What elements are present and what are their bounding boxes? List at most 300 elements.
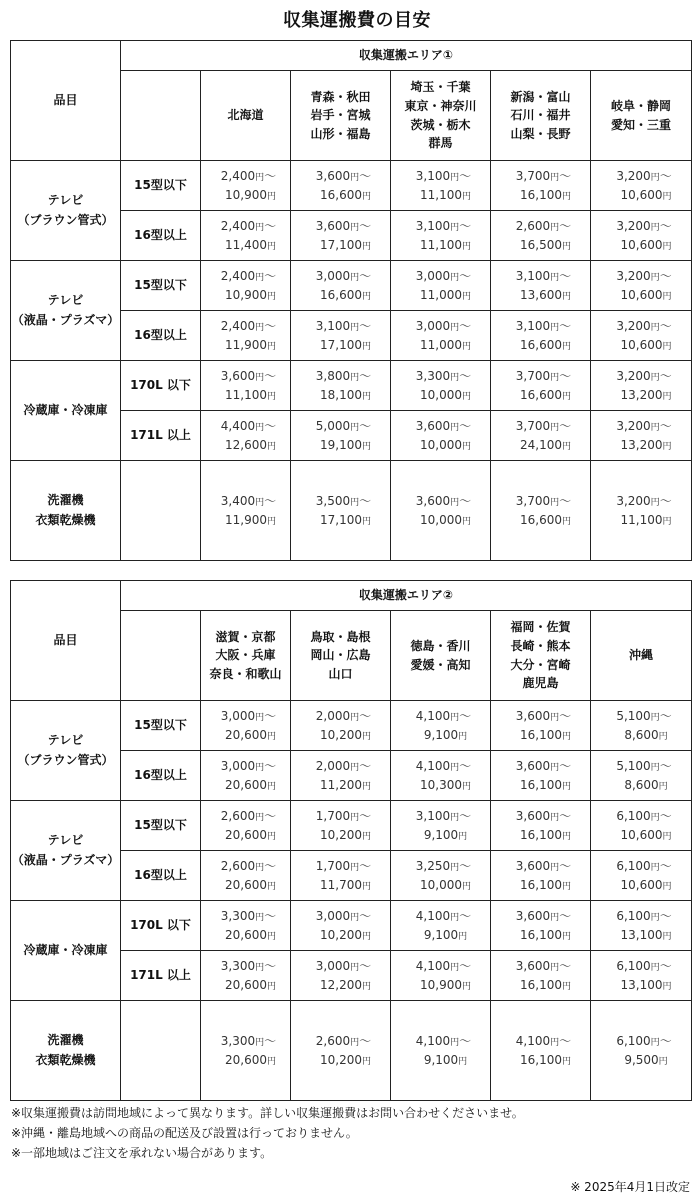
price-max: 10,900円 [419, 977, 471, 992]
price-max: 11,100円 [224, 387, 276, 402]
price-max: 10,000円 [419, 437, 471, 452]
price-cell [391, 361, 491, 411]
yen-unit: 円 [461, 516, 471, 527]
price-max: 20,600円 [224, 877, 276, 892]
yen-unit: 円 [662, 981, 672, 992]
yen-unit: 円 [450, 912, 460, 923]
price-min: 3,600円〜 [515, 908, 572, 923]
yen-unit: 円 [450, 1037, 460, 1048]
price-cell [491, 951, 591, 1001]
header-row [11, 581, 692, 611]
yen-unit: 円 [461, 291, 471, 302]
yen-unit: 円 [255, 272, 265, 283]
price-cell [591, 851, 692, 901]
price-max: 20,600円 [224, 727, 276, 742]
category-cell: 冷蔵庫・冷凍庫 [11, 901, 121, 1001]
price-cell [591, 701, 692, 751]
price-max: 10,000円 [419, 877, 471, 892]
yen-unit: 円 [450, 497, 460, 508]
price-min: 2,600円〜 [515, 218, 572, 233]
yen-unit: 円 [650, 712, 660, 723]
yen-unit: 円 [361, 981, 371, 992]
price-min: 5,100円〜 [616, 758, 672, 773]
price-max: 16,600円 [319, 187, 371, 202]
price-cell [391, 411, 491, 461]
price-cell [391, 1001, 491, 1101]
table-row [11, 261, 692, 311]
price-cell [291, 411, 391, 461]
yen-unit: 円 [662, 516, 672, 527]
price-cell [491, 161, 591, 211]
yen-unit: 円 [266, 931, 276, 942]
price-cell [391, 461, 491, 561]
price-min: 3,250円〜 [415, 858, 472, 873]
price-max: 16,600円 [519, 387, 571, 402]
yen-unit: 円 [361, 391, 371, 402]
price-max: 10,600円 [620, 187, 672, 202]
price-min: 4,100円〜 [415, 958, 472, 973]
yen-unit: 円 [350, 372, 360, 383]
price-min: 3,400円〜 [220, 493, 277, 508]
yen-unit: 円 [458, 931, 468, 942]
price-min: 3,300円〜 [415, 368, 472, 383]
yen-unit: 円 [361, 831, 371, 842]
price-max: 16,100円 [519, 927, 571, 942]
price-min: 3,600円〜 [415, 418, 472, 433]
price-max: 9,100円 [423, 827, 468, 842]
yen-unit: 円 [662, 441, 672, 452]
fee-table-area-1 [10, 40, 692, 561]
yen-unit: 円 [350, 762, 360, 773]
price-min: 3,300円〜 [220, 908, 277, 923]
yen-unit: 円 [266, 391, 276, 402]
price-max: 16,100円 [519, 727, 571, 742]
price-min: 3,100円〜 [415, 218, 472, 233]
size-cell: 171L 以上 [121, 951, 201, 1001]
price-cell [391, 311, 491, 361]
price-max: 13,100円 [620, 977, 672, 992]
yen-unit: 円 [550, 422, 560, 433]
price-cell [201, 311, 291, 361]
price-cell [591, 261, 692, 311]
price-min: 3,600円〜 [315, 168, 372, 183]
yen-unit: 円 [650, 812, 660, 823]
yen-unit: 円 [662, 291, 672, 302]
yen-unit: 円 [266, 781, 276, 792]
price-cell [291, 951, 391, 1001]
yen-unit: 円 [550, 712, 560, 723]
yen-unit: 円 [461, 881, 471, 892]
price-max: 10,600円 [620, 287, 672, 302]
yen-unit: 円 [361, 341, 371, 352]
price-cell [591, 801, 692, 851]
yen-unit: 円 [550, 812, 560, 823]
price-max: 17,100円 [319, 237, 371, 252]
price-cell [201, 951, 291, 1001]
price-min: 3,600円〜 [515, 708, 572, 723]
price-min: 2,600円〜 [315, 1033, 372, 1048]
price-min: 2,400円〜 [220, 168, 277, 183]
yen-unit: 円 [255, 497, 265, 508]
price-cell [491, 461, 591, 561]
yen-unit: 円 [650, 422, 660, 433]
yen-unit: 円 [350, 812, 360, 823]
category-cell: テレビ （ブラウン管式） [11, 161, 121, 261]
price-cell [591, 311, 692, 361]
yen-unit: 円 [662, 831, 672, 842]
yen-unit: 円 [561, 191, 571, 202]
price-min: 3,300円〜 [220, 958, 277, 973]
price-max: 10,600円 [620, 237, 672, 252]
price-cell [591, 751, 692, 801]
price-max: 20,600円 [224, 827, 276, 842]
yen-unit: 円 [650, 497, 660, 508]
yen-unit: 円 [561, 881, 571, 892]
price-max: 20,600円 [224, 977, 276, 992]
price-max: 8,600円 [624, 777, 668, 792]
region-header: 福岡・佐賀 長崎・熊本 大分・宮崎 鹿児島 [491, 611, 591, 701]
price-cell [391, 851, 491, 901]
price-min: 2,000円〜 [315, 708, 372, 723]
yen-unit: 円 [255, 912, 265, 923]
yen-unit: 円 [561, 931, 571, 942]
yen-unit: 円 [266, 341, 276, 352]
yen-unit: 円 [650, 222, 660, 233]
price-max: 10,200円 [319, 827, 371, 842]
price-max: 10,200円 [319, 927, 371, 942]
size-cell: 15型以下 [121, 701, 201, 751]
price-max: 11,200円 [319, 777, 371, 792]
yen-unit: 円 [561, 981, 571, 992]
price-min: 3,700円〜 [515, 368, 572, 383]
price-max: 16,600円 [519, 337, 571, 352]
yen-unit: 円 [255, 172, 265, 183]
price-cell [291, 161, 391, 211]
price-min: 4,100円〜 [415, 758, 472, 773]
yen-unit: 円 [550, 762, 560, 773]
yen-unit: 円 [361, 931, 371, 942]
yen-unit: 円 [255, 422, 265, 433]
price-min: 6,100円〜 [616, 908, 672, 923]
price-min: 1,700円〜 [315, 808, 372, 823]
yen-unit: 円 [550, 172, 560, 183]
yen-unit: 円 [658, 1056, 668, 1067]
yen-unit: 円 [361, 516, 371, 527]
price-cell [591, 1001, 692, 1101]
price-min: 3,700円〜 [515, 493, 572, 508]
price-min: 3,600円〜 [515, 858, 572, 873]
price-cell [291, 461, 391, 561]
size-header-blank [121, 611, 201, 701]
yen-unit: 円 [266, 516, 276, 527]
size-cell: 15型以下 [121, 161, 201, 211]
yen-unit: 円 [350, 962, 360, 973]
yen-unit: 円 [350, 322, 360, 333]
region-header: 埼玉・千葉 東京・神奈川 茨城・栃木 群馬 [391, 71, 491, 161]
yen-unit: 円 [450, 812, 460, 823]
price-max: 9,100円 [423, 1052, 468, 1067]
size-header-blank [121, 71, 201, 161]
price-max: 11,100円 [419, 187, 471, 202]
yen-unit: 円 [350, 497, 360, 508]
price-cell [291, 901, 391, 951]
yen-unit: 円 [266, 241, 276, 252]
region-header: 新潟・富山 石川・福井 山梨・長野 [491, 71, 591, 161]
price-cell [491, 701, 591, 751]
price-min: 3,500円〜 [315, 493, 372, 508]
yen-unit: 円 [266, 191, 276, 202]
price-max: 9,500円 [624, 1052, 668, 1067]
price-max: 8,600円 [624, 727, 668, 742]
price-cell [201, 361, 291, 411]
price-min: 3,000円〜 [315, 958, 372, 973]
price-max: 11,900円 [224, 512, 276, 527]
size-cell: 16型以上 [121, 311, 201, 361]
price-min: 3,600円〜 [415, 493, 472, 508]
price-min: 4,100円〜 [415, 1033, 472, 1048]
price-max: 10,900円 [224, 187, 276, 202]
price-cell [591, 411, 692, 461]
price-cell [591, 461, 692, 561]
price-min: 3,000円〜 [315, 908, 372, 923]
region-header: 青森・秋田 岩手・宮城 山形・福島 [291, 71, 391, 161]
size-cell: 16型以上 [121, 751, 201, 801]
table-row [11, 361, 692, 411]
price-min: 3,200円〜 [616, 168, 672, 183]
price-max: 11,000円 [419, 287, 471, 302]
page-title: 収集運搬費の目安 [283, 10, 431, 31]
price-min: 2,600円〜 [220, 858, 277, 873]
size-cell: 16型以上 [121, 851, 201, 901]
yen-unit: 円 [461, 241, 471, 252]
yen-unit: 円 [361, 1056, 371, 1067]
price-max: 10,000円 [419, 512, 471, 527]
region-header: 徳島・香川 愛媛・高知 [391, 611, 491, 701]
price-max: 11,700円 [319, 877, 371, 892]
size-cell: 16型以上 [121, 211, 201, 261]
note-line: ※一部地域はご注文を承れない場合があります。 [11, 1146, 273, 1160]
price-max: 10,200円 [319, 1052, 371, 1067]
price-cell [291, 801, 391, 851]
price-cell [291, 361, 391, 411]
table-row [11, 801, 692, 851]
size-cell: 170L 以下 [121, 901, 201, 951]
price-max: 20,600円 [224, 777, 276, 792]
item-header: 品目 [11, 41, 121, 161]
yen-unit: 円 [350, 422, 360, 433]
yen-unit: 円 [561, 781, 571, 792]
yen-unit: 円 [255, 322, 265, 333]
yen-unit: 円 [450, 172, 460, 183]
price-cell [391, 901, 491, 951]
price-cell [491, 361, 591, 411]
price-min: 2,400円〜 [220, 318, 277, 333]
size-cell [121, 1001, 201, 1101]
price-max: 10,200円 [319, 727, 371, 742]
table-row [11, 901, 692, 951]
yen-unit: 円 [266, 731, 276, 742]
yen-unit: 円 [450, 862, 460, 873]
yen-unit: 円 [458, 731, 468, 742]
yen-unit: 円 [550, 497, 560, 508]
price-cell [491, 211, 591, 261]
yen-unit: 円 [461, 341, 471, 352]
price-cell [591, 161, 692, 211]
price-min: 3,300円〜 [220, 1033, 277, 1048]
price-min: 3,600円〜 [515, 808, 572, 823]
price-min: 3,600円〜 [220, 368, 277, 383]
yen-unit: 円 [450, 422, 460, 433]
price-max: 10,600円 [620, 877, 672, 892]
yen-unit: 円 [662, 881, 672, 892]
yen-unit: 円 [561, 341, 571, 352]
price-max: 20,600円 [224, 1052, 276, 1067]
price-max: 11,000円 [419, 337, 471, 352]
price-min: 6,100円〜 [616, 808, 672, 823]
price-min: 3,000円〜 [415, 318, 472, 333]
yen-unit: 円 [266, 881, 276, 892]
yen-unit: 円 [255, 712, 265, 723]
price-cell [491, 1001, 591, 1101]
yen-unit: 円 [350, 1037, 360, 1048]
region-header: 鳥取・島根 岡山・広島 山口 [291, 611, 391, 701]
price-cell [591, 211, 692, 261]
price-min: 3,600円〜 [515, 758, 572, 773]
yen-unit: 円 [461, 981, 471, 992]
yen-unit: 円 [266, 831, 276, 842]
price-cell [391, 951, 491, 1001]
price-min: 3,200円〜 [616, 368, 672, 383]
price-min: 3,700円〜 [515, 418, 572, 433]
price-min: 4,100円〜 [415, 908, 472, 923]
price-max: 18,100円 [319, 387, 371, 402]
category-cell: テレビ （ブラウン管式） [11, 701, 121, 801]
note-line: ※沖縄・離島地域への商品の配送及び設置は行っておりません。 [11, 1126, 358, 1140]
price-max: 16,100円 [519, 877, 571, 892]
price-min: 3,100円〜 [415, 168, 472, 183]
area-title: 収集運搬エリア② [121, 581, 692, 611]
price-min: 3,200円〜 [616, 418, 672, 433]
price-cell [491, 801, 591, 851]
yen-unit: 円 [266, 1056, 276, 1067]
yen-unit: 円 [561, 291, 571, 302]
price-cell [491, 901, 591, 951]
yen-unit: 円 [662, 341, 672, 352]
yen-unit: 円 [361, 731, 371, 742]
yen-unit: 円 [350, 912, 360, 923]
price-cell [201, 901, 291, 951]
yen-unit: 円 [650, 862, 660, 873]
price-min: 3,100円〜 [415, 808, 472, 823]
price-min: 3,800円〜 [315, 368, 372, 383]
region-header: 沖縄 [591, 611, 692, 701]
size-cell: 15型以下 [121, 261, 201, 311]
yen-unit: 円 [561, 516, 571, 527]
region-header: 滋賀・京都 大阪・兵庫 奈良・和歌山 [201, 611, 291, 701]
yen-unit: 円 [450, 372, 460, 383]
price-min: 3,000円〜 [220, 758, 277, 773]
price-max: 10,900円 [224, 287, 276, 302]
category-cell: 洗濯機 衣類乾燥機 [11, 461, 121, 561]
yen-unit: 円 [650, 912, 660, 923]
size-cell: 170L 以下 [121, 361, 201, 411]
region-header: 岐阜・静岡 愛知・三重 [591, 71, 692, 161]
price-min: 3,600円〜 [515, 958, 572, 973]
price-cell [201, 801, 291, 851]
price-cell [391, 261, 491, 311]
yen-unit: 円 [350, 712, 360, 723]
price-max: 13,200円 [620, 437, 672, 452]
price-cell [291, 1001, 391, 1101]
price-cell [591, 901, 692, 951]
price-min: 2,600円〜 [220, 808, 277, 823]
price-min: 5,000円〜 [315, 418, 372, 433]
price-cell [291, 751, 391, 801]
price-cell [391, 161, 491, 211]
yen-unit: 円 [461, 441, 471, 452]
price-max: 17,100円 [319, 512, 371, 527]
yen-unit: 円 [650, 372, 660, 383]
yen-unit: 円 [255, 1037, 265, 1048]
price-cell [201, 211, 291, 261]
yen-unit: 円 [662, 931, 672, 942]
yen-unit: 円 [650, 762, 660, 773]
price-max: 24,100円 [519, 437, 571, 452]
yen-unit: 円 [461, 781, 471, 792]
price-cell [201, 161, 291, 211]
price-max: 13,600円 [519, 287, 571, 302]
price-max: 16,100円 [519, 827, 571, 842]
price-min: 3,200円〜 [616, 493, 672, 508]
price-cell [291, 311, 391, 361]
price-min: 3,200円〜 [616, 318, 672, 333]
yen-unit: 円 [561, 831, 571, 842]
price-max: 11,100円 [419, 237, 471, 252]
price-max: 16,600円 [319, 287, 371, 302]
price-cell [491, 751, 591, 801]
area-title: 収集運搬エリア① [121, 41, 692, 71]
yen-unit: 円 [361, 881, 371, 892]
yen-unit: 円 [662, 191, 672, 202]
yen-unit: 円 [450, 962, 460, 973]
price-min: 2,400円〜 [220, 268, 277, 283]
region-header: 北海道 [201, 71, 291, 161]
yen-unit: 円 [561, 441, 571, 452]
price-max: 16,100円 [519, 187, 571, 202]
yen-unit: 円 [458, 831, 468, 842]
yen-unit: 円 [255, 372, 265, 383]
yen-unit: 円 [450, 762, 460, 773]
yen-unit: 円 [361, 781, 371, 792]
price-min: 3,100円〜 [515, 268, 572, 283]
price-max: 13,100円 [620, 927, 672, 942]
yen-unit: 円 [458, 1056, 468, 1067]
price-cell [201, 851, 291, 901]
price-cell [491, 261, 591, 311]
revision-date: ※ 2025年4月1日改定 [570, 1180, 690, 1194]
yen-unit: 円 [650, 172, 660, 183]
yen-unit: 円 [658, 781, 668, 792]
yen-unit: 円 [450, 272, 460, 283]
yen-unit: 円 [650, 322, 660, 333]
price-max: 16,100円 [519, 1052, 571, 1067]
yen-unit: 円 [550, 272, 560, 283]
price-max: 11,400円 [224, 237, 276, 252]
yen-unit: 円 [662, 391, 672, 402]
price-cell [201, 411, 291, 461]
price-min: 3,100円〜 [315, 318, 372, 333]
yen-unit: 円 [255, 812, 265, 823]
